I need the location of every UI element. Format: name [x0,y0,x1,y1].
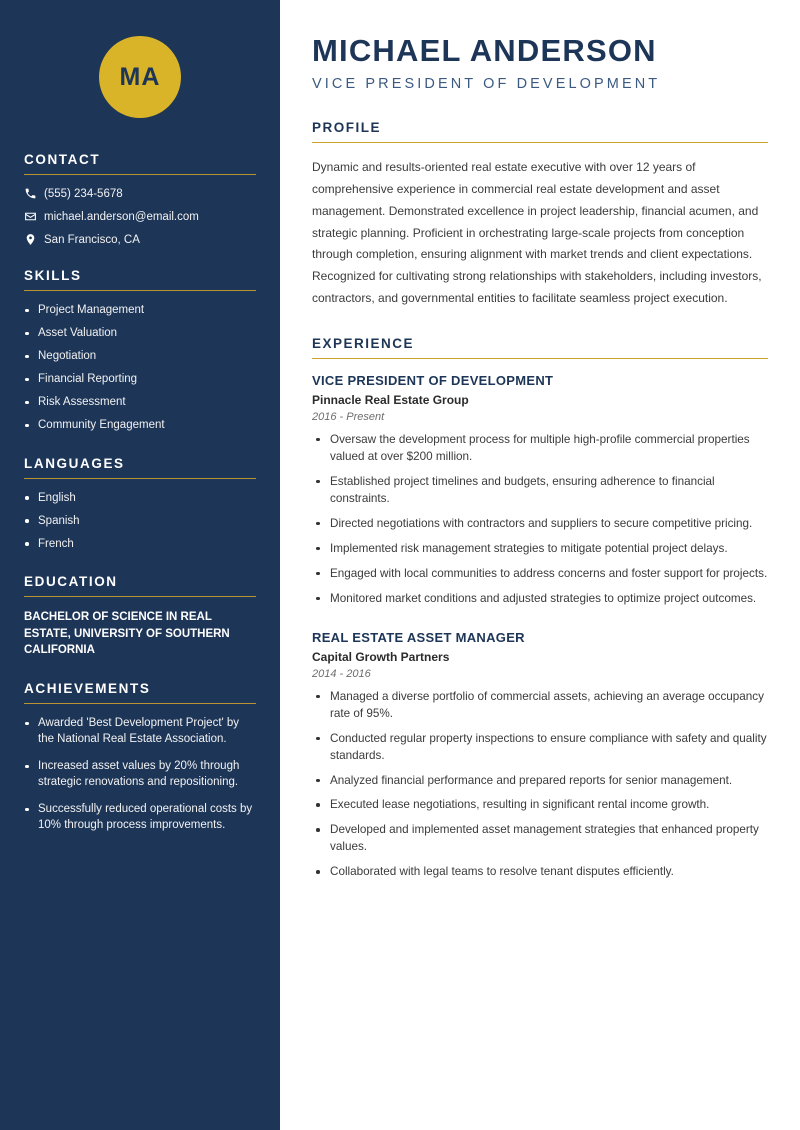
sidebar-section-education [24,574,256,659]
section-experience [312,336,768,881]
sidebar-skills-divider [24,290,256,291]
list-item: Implemented risk management strategies to mitigate potential project delays. [312,541,768,558]
contact-phone-value: (555) 234-5678 [44,187,123,200]
profile-divider [312,142,768,143]
profile-text: Dynamic and results-oriented real estate executive with over 12 years of comprehensive experience in commercial real estate development and asset management. Demonstrated excellence in project leadership, financial acumen, and strategic planning. Proficient in orchestrating large-scale projects from conception through completion, ensuring alignment with market trends and client expectations. Recognized for cultivating strong relationships with stakeholders, including investors, contractors, and governmental entities to facilitate seamless project execution. [312,160,762,306]
languages-list [24,491,256,553]
experience-entry [312,630,768,882]
job-role-subtitle: VICE PRESIDENT OF DEVELOPMENT [312,76,661,93]
contact-location-row[interactable] [24,233,256,246]
sidebar-languages-divider [24,478,256,479]
experience-dates: 2016 - Present [312,410,385,423]
sidebar-contact-divider [24,174,256,175]
list-item: Oversaw the development process for multiple high-profile commercial properties valued at over $200 million. [312,432,768,466]
contact-phone-row[interactable] [24,187,256,200]
contact-email-row[interactable] [24,210,256,223]
list-item: Executed lease negotiations, resulting in significant rental income growth. [312,797,768,814]
sidebar-section-contact [24,152,256,246]
list-item: Financial Reporting [24,372,256,388]
list-item: Managed a diverse portfolio of commercial assets, achieving an average occupancy rate of 95%. [312,689,768,723]
skills-list [24,303,256,434]
sidebar-education-title: EDUCATION [24,574,118,590]
sidebar-languages-title: LANGUAGES [24,455,125,471]
experience-company: Pinnacle Real Estate Group [312,392,469,407]
sidebar-section-languages [24,456,256,553]
list-item: Established project timelines and budgets, ensuring adherence to financial constraints. [312,474,768,508]
experience-bullets [312,432,768,608]
list-item: Collaborated with legal teams to resolve tenant disputes efficiently. [312,864,768,881]
phone-icon [24,187,44,200]
experience-divider [312,358,768,359]
experience-title: EXPERIENCE [312,335,415,351]
experience-dates: 2014 - 2016 [312,667,371,680]
list-item: Risk Assessment [24,395,256,411]
list-item: Awarded 'Best Development Project' by the National Real Estate Association. [24,716,256,747]
main-content [280,0,800,1130]
education-entry: BACHELOR OF SCIENCE IN REAL ESTATE, UNIVERSITY OF SOUTHERN CALIFORNIA [24,611,230,657]
experience-company: Capital Growth Partners [312,649,450,664]
list-item: Developed and implemented asset management strategies that enhanced property values. [312,822,768,856]
list-item: Negotiation [24,349,256,365]
list-item: English [24,491,256,507]
sidebar-skills-title: SKILLS [24,268,82,283]
experience-bullets [312,689,768,882]
list-item: Community Engagement [24,418,256,434]
list-item: Conducted regular property inspections to ensure compliance with safety and quality standards. [312,731,768,765]
experience-entry [312,373,768,608]
contact-email-value: michael.anderson@email.com [44,210,199,223]
page-title: MICHAEL ANDERSON [312,33,657,68]
section-profile [312,120,768,310]
location-pin-icon [24,233,44,246]
envelope-icon [24,210,44,223]
list-item: Asset Valuation [24,326,256,342]
experience-job-title: REAL ESTATE ASSET MANAGER [312,629,525,645]
list-item: Increased asset values by 20% through strategic renovations and repositioning. [24,759,256,790]
list-item: Directed negotiations with contractors and suppliers to secure competitive pricing. [312,516,768,533]
contact-location-value: San Francisco, CA [44,233,140,246]
list-item: Spanish [24,514,256,530]
sidebar-education-divider [24,596,256,597]
list-item: French [24,537,256,553]
sidebar-section-achievements [24,681,256,833]
list-item: Analyzed financial performance and prepared reports for senior management. [312,773,768,790]
sidebar-achievements-divider [24,703,256,704]
list-item: Successfully reduced operational costs by 10% through process improvements. [24,802,256,833]
avatar: MA [99,36,181,118]
avatar-container [24,0,256,152]
experience-job-title: VICE PRESIDENT OF DEVELOPMENT [312,372,554,388]
list-item: Monitored market conditions and adjusted strategies to optimize project outcomes. [312,591,768,608]
achievements-list [24,716,256,833]
sidebar-achievements-title: ACHIEVEMENTS [24,681,151,697]
profile-title: PROFILE [312,120,382,136]
sidebar [0,0,280,1130]
sidebar-contact-title: CONTACT [24,152,101,167]
list-item: Project Management [24,303,256,319]
list-item: Engaged with local communities to address concerns and foster support for projects. [312,566,768,583]
sidebar-section-skills [24,268,256,434]
